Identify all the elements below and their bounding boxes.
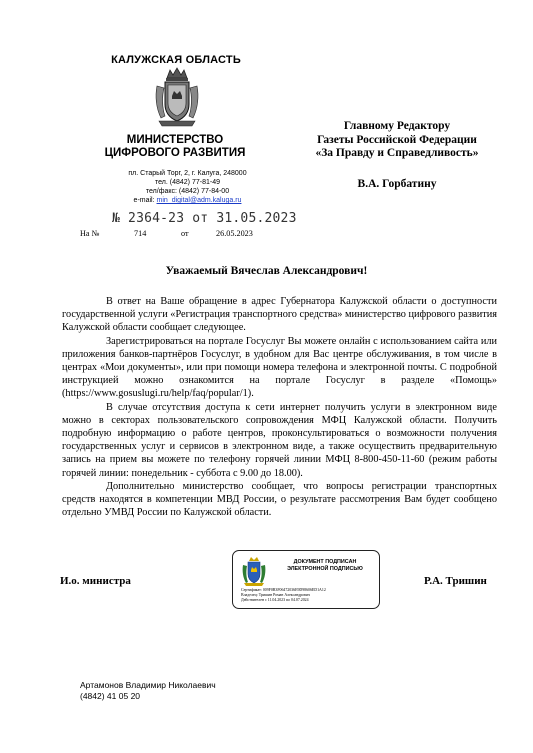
executor-phone: (4842) 41 05 20 [80, 691, 141, 701]
coat-of-arms-icon [241, 556, 267, 586]
stamp-certificate-info [241, 588, 375, 603]
letter-body [62, 295, 497, 519]
signer-position: И.о. министра [60, 575, 131, 587]
ministry-fax: тел/факс: (4842) 77-84-00 [145, 188, 230, 195]
signer-name: Р.А. Тришин [424, 575, 487, 587]
stamp-validity: Действителен с 11.04.2023 по 04.07.2024 [241, 598, 309, 602]
ministry-address: пл. Старый Торг, 2, г. Калуга, 248000 [128, 170, 247, 177]
recipient-organization: Газеты Российской Федерации [317, 133, 477, 146]
letter-paragraph: Дополнительно министерство сообщает, что вопросы регистрации транспортных средств находятся в компетенции МВД России, о результате рассмотрения Вам будет сообщено отдельно УМВД России по Калужской области. [62, 480, 497, 519]
letter-paragraph: Зарегистрироваться на портале Госуслуг Вы можете онлайн с использованием сайта или приложения банков-партнёров Госуслуг, в удобном для Вас центре обслуживания, в том числе в центрах «Мои документы», или при помощи номера телефона и электронной почты. С подробной инструкцией можно ознакомится на портале Госуслуг в разделе «Помощь» (https://www.gosuslugi.ru/help/faq/popular/1). [62, 335, 497, 400]
stamp-title: ДОКУМЕНТ ПОДПИСАН ЭЛЕКТРОННОЙ ПОДПИСЬЮ [287, 559, 363, 572]
ministry-phone: тел. (4842) 77-81-49 [155, 179, 220, 186]
recipient-name: В.А. Горбатину [357, 178, 437, 190]
recipient-block [292, 120, 502, 161]
ministry-address-block [110, 169, 265, 205]
salutation: Уважаемый Вячеслав Александрович! [165, 265, 368, 277]
letter-paragraph: В случае отсутствия доступа к сети интернет получить услуги в электронном виде можно в секторах пользовательского сопровождения МФЦ Калужской области. Получить подробную информацию о работе центров, проконсультироваться о возможности получения государственных услуг и сервисов в электронном виде, а также осуществить предварительную запись на прием вы можете по телефону горячей линии МФЦ 8-800-450-11-60 (режим работы горячей линии: понедельник - суббота с 9.00 до 18.00). [62, 401, 497, 479]
recipient-newspaper: «За Правду и Справедливость» [315, 147, 479, 159]
stamp-certificate: Сертификат: 009F0B3F06472036E9D98606ED1A12 [241, 588, 326, 592]
registration-number: № 2364-23 от 31.05.2023 [112, 211, 297, 226]
letter-paragraph: В ответ на Ваше обращение в адрес Губернатора Калужской области о доступности государственной услуги «Регистрация транспортного средства» министерство цифрового развития Калужской области сообщает следующее. [62, 296, 497, 334]
recipient-title: Главному Редактору [343, 120, 451, 132]
executor-block [80, 680, 216, 702]
region-title: КАЛУЖСКАЯ ОБЛАСТЬ [111, 54, 241, 66]
coat-of-arms-icon [153, 66, 201, 128]
executor-name: Артамонов Владимир Николаевич [80, 680, 216, 690]
electronic-signature-stamp [232, 550, 380, 609]
stamp-owner: Владелец: Тришин Роман Александрович [241, 593, 310, 597]
ministry-title: МИНИСТЕРСТВО ЦИФРОВОГО РАЗВИТИЯ [104, 134, 246, 159]
ministry-email-line: e-mail: min_digital@adm.kaluga.ru [133, 197, 242, 204]
ministry-email-link[interactable]: min_digital@adm.kaluga.ru [156, 197, 242, 204]
